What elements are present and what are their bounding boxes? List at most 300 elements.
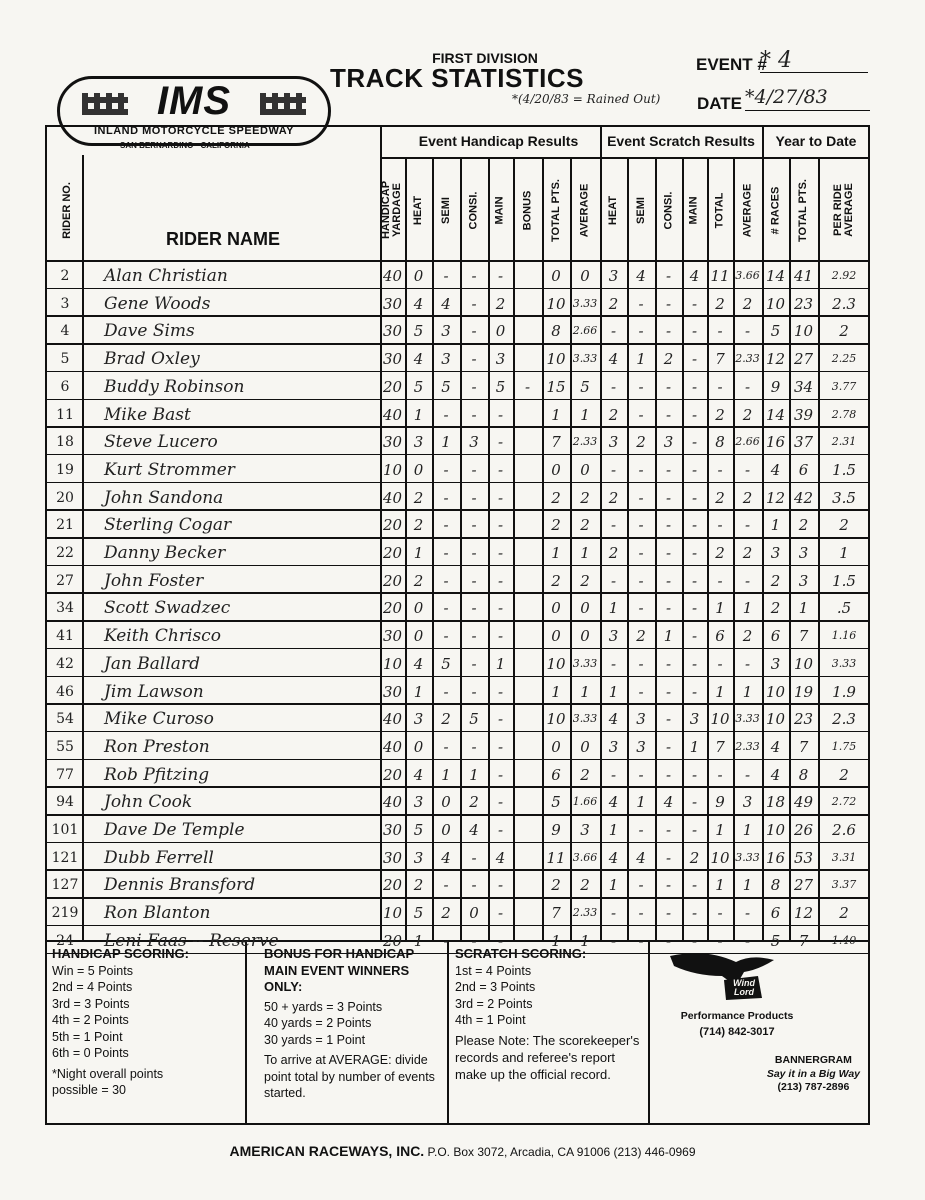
stat-cell: 2 <box>441 710 451 729</box>
stat-cell: - <box>744 765 751 784</box>
stat-cell: 20 <box>382 516 403 535</box>
stat-cell: 5 <box>413 904 424 923</box>
stat-cell: - <box>691 765 698 784</box>
stat-cell: 2 <box>580 876 590 895</box>
stat-cell: 3 <box>413 848 424 867</box>
stat-cell: 27 <box>793 876 814 895</box>
stat-cell: 2 <box>608 544 619 562</box>
stat-cell: 0 <box>551 267 561 285</box>
stat-cell: 3.77 <box>831 379 857 393</box>
stat-cell: 3 <box>441 350 451 369</box>
stat-cell: - <box>691 460 698 479</box>
rider-name: Jim Lawson <box>104 681 204 702</box>
stat-cell: 2 <box>580 516 590 535</box>
stat-cell: 1 <box>413 931 424 950</box>
stat-cell: 40 <box>382 488 403 507</box>
stat-cell: - <box>610 322 617 341</box>
stat-cell: - <box>691 294 698 313</box>
stat-cell: - <box>471 627 477 646</box>
column-divider <box>82 155 84 940</box>
stat-cell: 53 <box>793 848 814 867</box>
stat-cell: 10 <box>793 322 814 341</box>
stat-cell: 20 <box>382 876 403 895</box>
stat-cell: - <box>691 322 698 341</box>
stat-cell: 8 <box>770 876 781 895</box>
stat-cell: 1 <box>441 765 451 784</box>
logo-text: IMS <box>156 79 232 123</box>
stat-cell: 30 <box>382 821 403 839</box>
rider-name: Jan Ballard <box>104 653 200 674</box>
column-header-label: HEAT <box>412 195 425 225</box>
stat-cell: 0 <box>495 322 506 341</box>
stat-cell: - <box>638 654 644 673</box>
stat-cell: - <box>610 571 617 590</box>
rider-name: Steve Lucero <box>104 432 218 453</box>
stat-cell: - <box>691 904 698 923</box>
rider-number: 24 <box>56 932 74 949</box>
stat-cell: 1 <box>580 931 590 950</box>
stat-cell: - <box>665 848 672 867</box>
group-header-divider <box>380 157 870 159</box>
rider-name: Sterling Cogar <box>104 515 232 536</box>
stat-cell: 0 <box>551 737 561 756</box>
scratch-scoring-box <box>455 946 645 1124</box>
stat-cell: - <box>471 322 477 341</box>
stat-cell: 1 <box>742 821 753 839</box>
stat-cell: - <box>691 350 698 369</box>
stat-cell: - <box>638 904 644 923</box>
stat-cell: 5 <box>413 821 424 839</box>
stat-cell: - <box>691 627 698 646</box>
stat-cell: 10 <box>382 904 403 923</box>
handicap-line: 4th = 2 Points <box>52 1013 129 1027</box>
stat-cell: 1 <box>413 544 424 562</box>
stat-cell: 4 <box>413 294 424 313</box>
stat-cell: - <box>638 460 644 479</box>
stat-cell: 10 <box>765 710 786 729</box>
sponsor-box <box>652 946 866 1124</box>
stat-cell: - <box>471 516 477 535</box>
stat-cell <box>513 261 542 287</box>
column-header <box>707 162 733 258</box>
stat-cell: 2 <box>742 294 753 313</box>
stat-cell: 1 <box>495 654 506 673</box>
stat-cell: 23 <box>793 294 814 313</box>
stat-cell: 2 <box>770 599 781 618</box>
rider-name: Ron Blanton <box>104 903 211 924</box>
stat-cell: 1 <box>551 405 561 424</box>
stat-cell: 3 <box>798 544 809 562</box>
footer-address: P.O. Box 3072, Arcadia, CA 91006 (213) 446-0969 <box>427 1145 696 1159</box>
rider-number: 22 <box>56 545 74 561</box>
stat-cell: - <box>691 571 698 590</box>
stat-cell: 14 <box>765 267 786 285</box>
rider-name: Danny Becker <box>104 543 226 563</box>
scratch-line: 1st = 4 Points <box>455 963 532 978</box>
stat-cell <box>513 427 542 453</box>
stat-cell: 2.72 <box>831 795 857 809</box>
group-ytd: Year to Date <box>775 133 857 149</box>
stat-cell: 1 <box>636 793 646 812</box>
rider-name: Ron Preston <box>104 736 210 757</box>
stat-cell: 4 <box>663 793 674 812</box>
stat-cell: 2 <box>689 848 700 867</box>
stat-cell: 4 <box>636 848 646 867</box>
stat-cell: - <box>471 599 477 618</box>
rider-name: Buddy Robinson <box>104 376 245 397</box>
stat-cell: 1.40 <box>831 933 857 947</box>
stat-cell: 8 <box>551 322 561 341</box>
scratch-line: 2nd = 3 Points <box>455 980 536 994</box>
handicap-line: 6th = 0 Points <box>52 1046 129 1060</box>
column-header <box>513 162 542 258</box>
stat-cell: 3 <box>413 433 424 452</box>
stat-cell: - <box>665 737 672 756</box>
stat-cell: - <box>497 710 504 729</box>
stat-cell: - <box>471 460 477 479</box>
stat-cell: - <box>691 821 698 839</box>
rider-number: 18 <box>56 434 74 451</box>
stat-cell: 10 <box>765 682 786 701</box>
column-header <box>627 162 655 258</box>
stat-cell: - <box>691 682 698 701</box>
stat-cell: 4 <box>608 710 619 729</box>
stat-cell <box>513 538 542 564</box>
stat-cell: - <box>497 488 504 507</box>
rider-number: 54 <box>56 711 74 728</box>
stat-cell: 10 <box>382 654 403 673</box>
rider-number: 94 <box>56 794 74 811</box>
legend-box-divider <box>648 940 650 1124</box>
logo-subtitle: INLAND MOTORCYCLE SPEEDWAY <box>93 125 295 137</box>
stat-cell: 12 <box>765 350 786 369</box>
stat-cell: - <box>665 765 672 784</box>
stat-cell: 3 <box>441 322 451 341</box>
stat-cell: - <box>744 654 751 673</box>
stat-cell: - <box>665 599 672 618</box>
stat-cell: 0 <box>580 627 590 646</box>
stat-cell: 3.66 <box>572 850 598 864</box>
stat-cell: - <box>497 544 504 562</box>
date-label: DATE <box>697 94 743 113</box>
stat-cell <box>513 566 542 592</box>
stat-cell: 4 <box>413 350 424 369</box>
stat-cell: 30 <box>382 350 403 369</box>
stat-cell: 0 <box>441 793 451 812</box>
column-header <box>762 162 789 258</box>
stat-cell: - <box>497 433 504 452</box>
stat-cell: - <box>443 405 449 424</box>
stat-cell: 16 <box>765 433 786 452</box>
stat-cell: 19 <box>793 682 814 701</box>
stat-cell: 3 <box>469 433 479 452</box>
stat-cell: 3 <box>495 350 506 369</box>
stat-cell: 1.16 <box>831 629 857 643</box>
stat-cell: 3 <box>608 433 619 452</box>
stat-cell: 1 <box>608 599 619 618</box>
stat-cell: 1 <box>441 433 451 452</box>
stat-cell: 11 <box>710 267 730 285</box>
stat-cell: 4 <box>608 793 619 812</box>
stat-cell <box>513 677 542 703</box>
stat-cell: 3 <box>770 544 781 562</box>
stat-cell: 10 <box>546 294 566 313</box>
stat-cell: 40 <box>382 737 403 756</box>
stat-cell: 15 <box>546 377 566 396</box>
stat-cell: 1 <box>742 682 753 701</box>
stat-cell: - <box>443 737 449 756</box>
stat-cell: 0 <box>580 460 590 479</box>
stat-cell: 34 <box>793 377 814 396</box>
stat-cell: 3 <box>770 654 781 673</box>
stat-cell: 30 <box>382 682 403 701</box>
stat-cell: - <box>691 599 698 618</box>
stat-cell: 3 <box>580 821 590 839</box>
stat-cell: 10 <box>546 350 566 369</box>
stat-cell: 30 <box>382 322 403 341</box>
stat-cell: 3.31 <box>831 850 857 864</box>
stat-cell: 0 <box>413 737 424 756</box>
stat-cell: 3 <box>798 571 809 590</box>
bannergram-slogan: Say it in a Big Way <box>766 1067 860 1080</box>
stat-cell: 40 <box>382 793 403 812</box>
rider-name: John Foster <box>104 570 204 591</box>
stat-cell: 0 <box>413 267 424 285</box>
column-header-label: AVERAGE <box>578 183 591 237</box>
stat-cell: 1 <box>715 821 725 839</box>
stat-cell: - <box>471 876 477 895</box>
stat-cell: 7 <box>798 737 809 756</box>
stat-cell: 1 <box>636 350 646 369</box>
stat-cell: 3.33 <box>735 712 760 726</box>
stat-cell <box>513 704 542 730</box>
stat-cell: 1.9 <box>832 682 856 701</box>
stat-cell: 20 <box>382 377 403 396</box>
stat-cell: - <box>443 682 449 701</box>
stat-cell: 37 <box>793 433 814 452</box>
stat-cell: - <box>691 793 698 812</box>
stat-cell: 5 <box>441 654 451 673</box>
rain-out-note: *(4/20/83 = Rained Out) <box>512 92 661 106</box>
stat-cell: - <box>665 821 672 839</box>
stat-cell: 2 <box>551 876 561 895</box>
official-record-note: Please Note: The scorekeeper's records and referee's report make up the official record. <box>455 1032 640 1082</box>
column-header <box>460 162 488 258</box>
stat-cell <box>513 649 542 675</box>
stat-cell: 2 <box>715 294 725 313</box>
stat-cell: - <box>638 405 644 424</box>
stat-cell: - <box>443 876 449 895</box>
stat-cell: 0 <box>413 599 424 618</box>
bonus-line: 40 yards = 2 Points <box>264 1016 372 1030</box>
stat-cell: 9 <box>715 793 725 812</box>
stat-cell: - <box>610 931 617 950</box>
stat-cell: 9 <box>551 821 561 839</box>
stat-cell: 3 <box>608 267 619 285</box>
stat-cell: 1 <box>742 876 753 895</box>
column-header-label: HEAT <box>607 195 620 225</box>
stat-cell: 2 <box>608 488 619 507</box>
stat-cell: 2.31 <box>831 435 857 449</box>
stat-cell: 2 <box>441 904 451 923</box>
stat-cell: - <box>471 267 477 285</box>
stat-cell: 4 <box>689 267 700 285</box>
rider-name: Mike Bast <box>104 404 191 425</box>
stat-cell: - <box>638 765 644 784</box>
rider-name: Alan Christian <box>104 266 228 286</box>
stat-cell: - <box>497 682 504 701</box>
stat-cell <box>513 815 542 841</box>
stat-cell: - <box>665 654 672 673</box>
stat-cell: 10 <box>546 710 566 729</box>
column-header-label: SEMI <box>439 196 452 224</box>
stat-cell: 4 <box>469 821 479 839</box>
stat-cell <box>513 870 542 896</box>
stat-cell: 1 <box>551 682 561 701</box>
stat-cell: 20 <box>382 571 403 590</box>
stat-cell: - <box>691 433 698 452</box>
stat-cell: - <box>497 267 504 285</box>
stat-cell: 18 <box>765 793 786 812</box>
stat-cell: 10 <box>765 821 786 839</box>
stat-cell: 4 <box>770 765 781 784</box>
event-number-field: * 4 <box>760 48 868 73</box>
stat-cell: 6 <box>551 765 561 784</box>
handicap-scoring-title: HANDICAP SCORING: <box>52 946 189 961</box>
rider-name: Leni Faas -- Reserve <box>104 930 279 951</box>
stat-cell: - <box>638 322 644 341</box>
footer-company: AMERICAN RACEWAYS, INC. <box>229 1143 425 1159</box>
handicap-line: 5th = 1 Point <box>52 1029 123 1044</box>
rider-name: Scott Swadzec <box>104 598 231 619</box>
stat-cell: - <box>665 710 672 729</box>
stat-cell: 40 <box>382 405 403 424</box>
wind-lord-brand: Wind Lord <box>733 978 755 997</box>
column-header <box>655 162 682 258</box>
stat-cell: 2 <box>715 544 725 562</box>
stat-cell <box>513 593 542 619</box>
stat-cell: 7 <box>715 737 725 756</box>
stat-cell: 40 <box>382 710 403 729</box>
stat-cell: - <box>665 294 672 313</box>
stat-cell: 7 <box>551 433 561 452</box>
stat-cell: 2.3 <box>832 710 856 729</box>
stat-cell: 3.33 <box>572 296 598 310</box>
stat-cell: 3 <box>689 710 700 729</box>
stat-cell: 2 <box>742 627 753 646</box>
stat-cell: - <box>471 544 477 562</box>
stat-cell: 0 <box>469 904 479 923</box>
stat-cell: - <box>665 377 672 396</box>
stat-cell <box>513 732 542 758</box>
stat-cell: - <box>497 821 504 839</box>
scratch-scoring-title: SCRATCH SCORING: <box>455 946 587 961</box>
stat-cell: - <box>497 876 504 895</box>
stat-cell: 0 <box>551 599 561 618</box>
stat-cell: - <box>610 377 617 396</box>
stat-cell <box>513 787 542 813</box>
stat-cell: 30 <box>382 294 403 313</box>
stat-cell: 4 <box>608 848 619 867</box>
stat-cell: 1.5 <box>832 571 856 590</box>
stat-cell: .5 <box>836 599 852 618</box>
stat-cell: - <box>471 571 477 590</box>
stat-cell: - <box>610 654 617 673</box>
division-label: FIRST DIVISION <box>432 50 538 66</box>
stat-cell: 2 <box>742 488 753 507</box>
stat-cell: 2 <box>580 571 590 590</box>
column-header <box>818 162 870 258</box>
stat-cell: 16 <box>765 848 786 867</box>
stat-cell: - <box>471 737 477 756</box>
stat-cell: - <box>443 460 449 479</box>
stat-cell: 2 <box>839 904 849 923</box>
stat-cell: 5 <box>469 710 479 729</box>
bonus-title: BONUS FOR HANDICAP MAIN EVENT WINNERS ONLY: <box>264 946 414 994</box>
stat-cell: - <box>638 682 644 701</box>
stat-cell: 2 <box>839 322 849 341</box>
stat-cell: 3 <box>608 627 619 646</box>
stat-cell: 2 <box>495 294 506 313</box>
stat-cell: 1 <box>608 682 619 701</box>
stat-cell: 4 <box>495 848 506 867</box>
rider-number: 41 <box>56 628 74 645</box>
group-handicap: Event Handicap Results <box>418 133 579 149</box>
stat-cell: - <box>610 516 617 535</box>
stat-cell: 2 <box>413 488 424 507</box>
rider-number: 42 <box>56 655 74 672</box>
handicap-line: 3rd = 3 Points <box>52 996 130 1011</box>
stat-cell: - <box>443 516 449 535</box>
average-note: To arrive at AVERAGE: divide point total by number of events started. <box>264 1053 435 1100</box>
wind-lord-logo <box>666 946 778 1004</box>
stat-cell: 2 <box>715 488 725 507</box>
stat-cell: - <box>744 460 751 479</box>
stat-cell: 5 <box>495 377 506 396</box>
group-scratch: Event Scratch Results <box>607 133 755 149</box>
stat-cell <box>513 289 542 315</box>
column-header-label: PER RIDE AVERAGE <box>832 183 855 237</box>
column-header-label: AVERAGE <box>741 183 753 237</box>
stat-cell: 8 <box>715 433 725 452</box>
stat-cell: 5 <box>441 377 451 396</box>
stat-cell: 3 <box>636 710 646 729</box>
stat-cell: 3.33 <box>735 850 760 864</box>
rider-number: 121 <box>51 849 79 866</box>
stat-cell: 2.6 <box>832 821 856 839</box>
stat-cell: - <box>471 405 477 424</box>
stat-cell: 2 <box>580 765 590 784</box>
stat-cell: 2 <box>551 488 561 507</box>
stat-cell: 3.33 <box>572 712 598 726</box>
stat-cell: 2 <box>413 571 424 590</box>
rider-name: John Cook <box>104 792 193 813</box>
stat-cell: - <box>471 682 477 701</box>
stat-cell: - <box>744 322 751 341</box>
stat-cell: 12 <box>765 488 786 507</box>
rider-number: 27 <box>56 572 74 589</box>
stat-cell: - <box>665 682 672 701</box>
stat-cell: 1 <box>715 599 725 618</box>
stat-cell: 4 <box>441 294 451 313</box>
stat-cell: 27 <box>793 350 814 369</box>
stat-cell: 23 <box>793 710 814 729</box>
rider-name: Dennis Bransford <box>104 875 256 896</box>
stat-cell: 14 <box>765 405 786 424</box>
stat-cell: 10 <box>765 294 786 313</box>
stat-cell: 0 <box>580 599 590 618</box>
stat-cell: - <box>717 931 723 950</box>
